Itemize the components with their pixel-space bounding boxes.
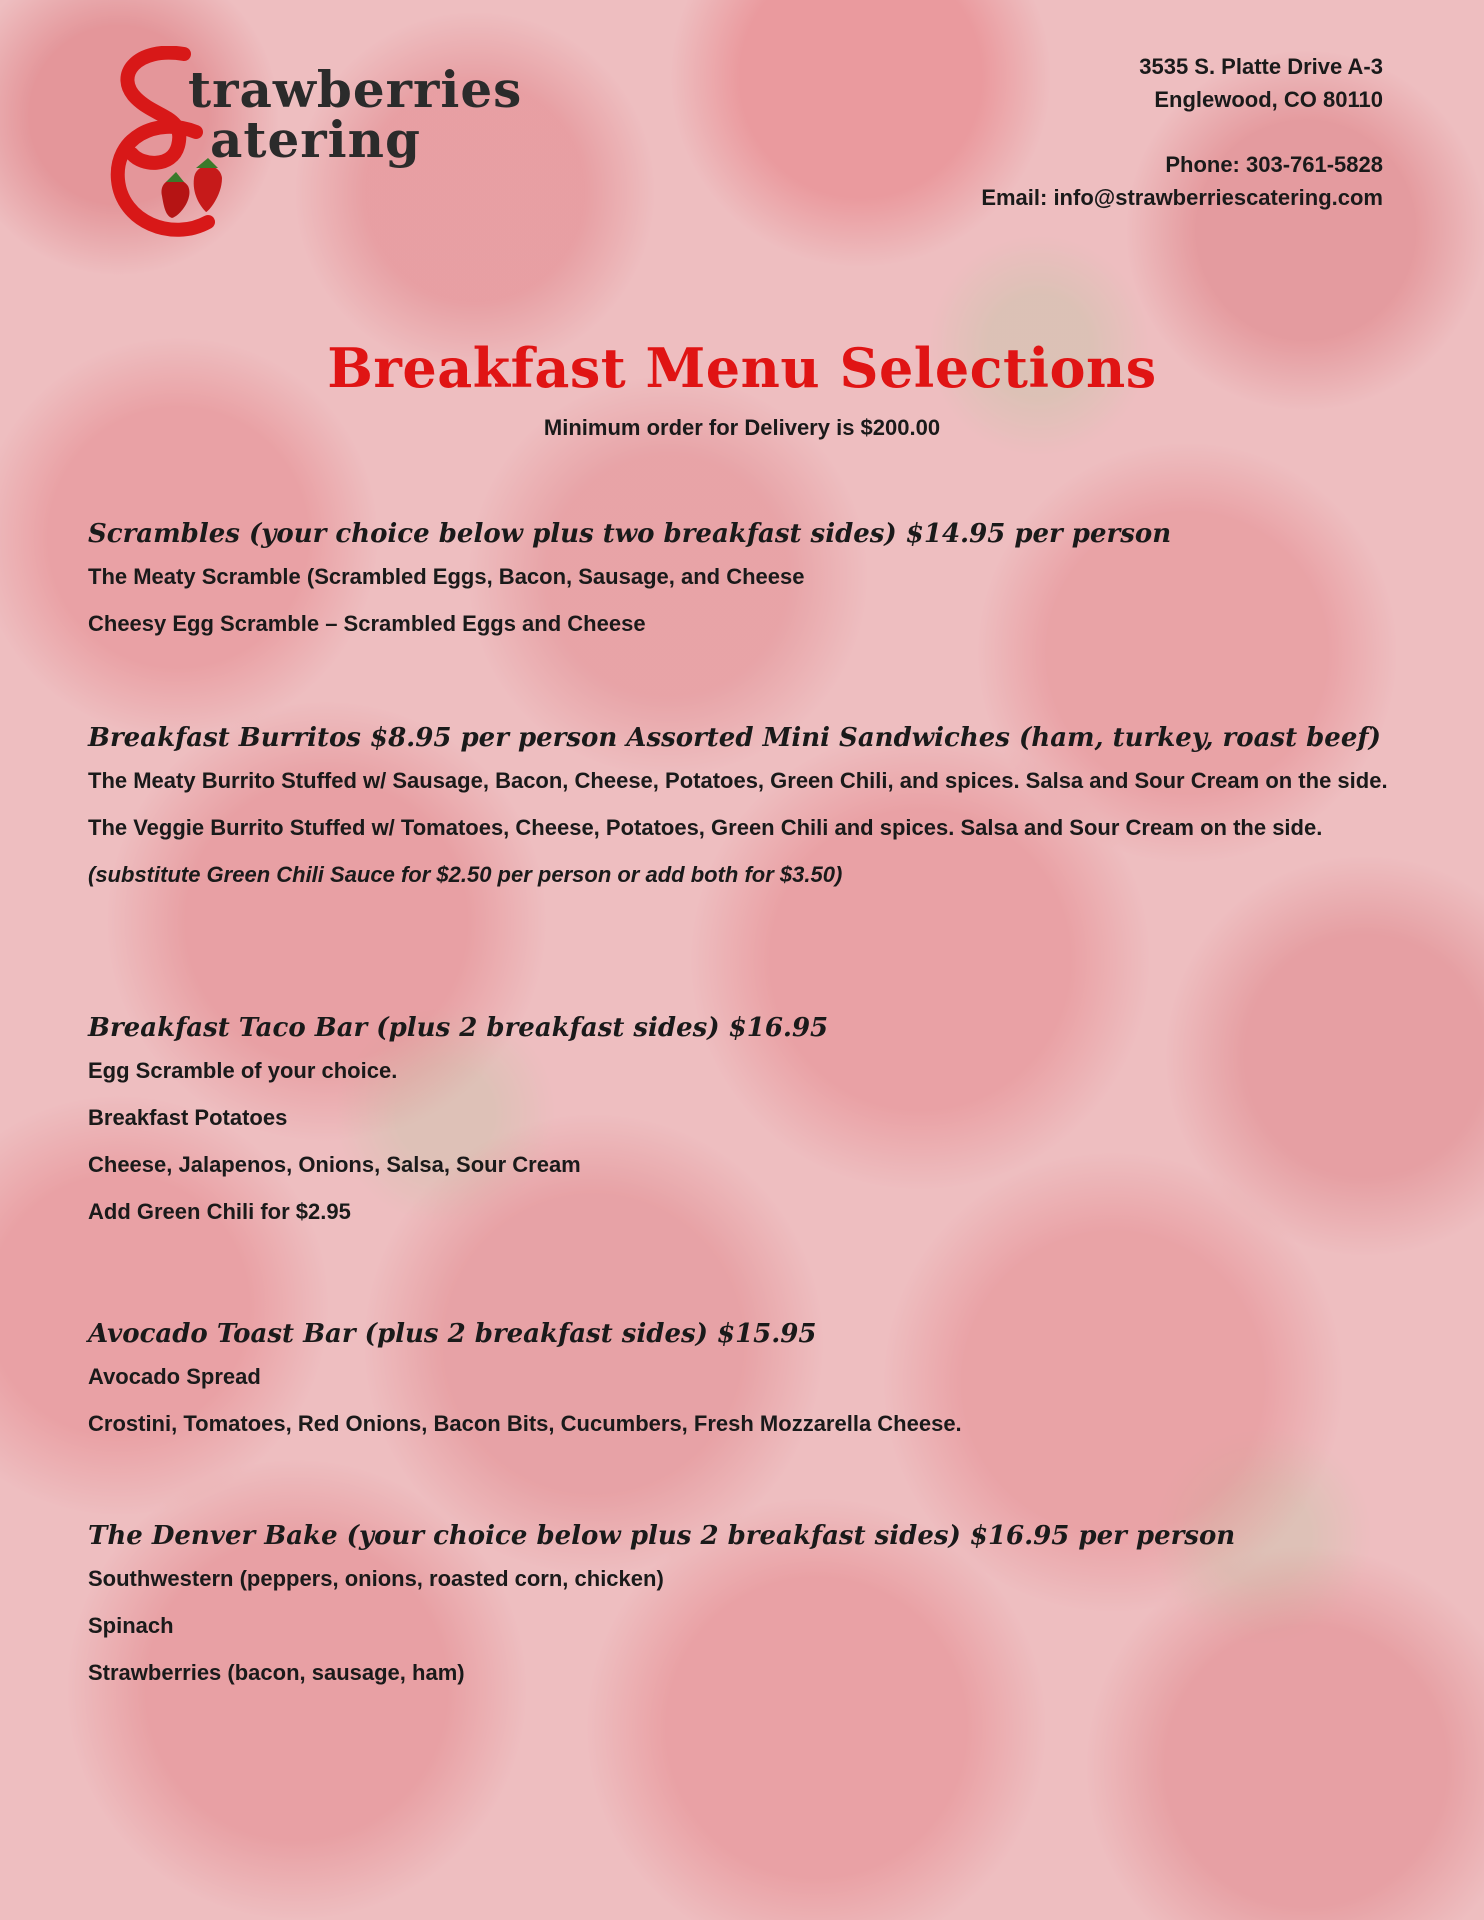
section-taco-bar	[88, 1010, 1426, 1230]
address-line2: Englewood, CO 80110	[1154, 87, 1383, 112]
menu-item: Spinach	[88, 1613, 174, 1638]
menu-item: Southwestern (peppers, onions, roasted corn, chicken)	[88, 1566, 664, 1591]
menu-item: Crostini, Tomatoes, Red Onions, Bacon Bits, Cucumbers, Fresh Mozzarella Cheese.	[88, 1411, 962, 1436]
menu-note: (substitute Green Chili Sauce for $2.50 per person or add both for $3.50)	[88, 862, 843, 887]
menu-item: Cheesy Egg Scramble – Scrambled Eggs and Cheese	[88, 611, 646, 636]
menu-item: The Veggie Burrito Stuffed w/ Tomatoes, Cheese, Potatoes, Green Chili and spices. Salsa and Sour Cream on the side.	[88, 815, 1323, 840]
menu-item: Breakfast Potatoes	[88, 1105, 288, 1130]
menu-item: The Meaty Burrito Stuffed w/ Sausage, Bacon, Cheese, Potatoes, Green Chili, and spices. Salsa and Sour Cream on the side.	[88, 768, 1388, 793]
address-line1: 3535 S. Platte Drive A-3	[1139, 54, 1383, 79]
section-heading: Breakfast Taco Bar (plus 2 breakfast sides) $16.95	[88, 1013, 829, 1043]
page-subtitle: Minimum order for Delivery is $200.00	[543, 415, 941, 440]
menu-item: Add Green Chili for $2.95	[88, 1199, 351, 1224]
menu-item: Cheese, Jalapenos, Onions, Salsa, Sour Cream	[88, 1152, 581, 1177]
menu-item: Avocado Spread	[88, 1364, 261, 1389]
contact-block	[981, 50, 1383, 214]
section-heading: Avocado Toast Bar (plus 2 breakfast sides) $15.95	[88, 1319, 817, 1349]
logo-line2: atering	[210, 110, 421, 169]
menu-item: The Meaty Scramble (Scrambled Eggs, Bacon, Sausage, and Cheese	[88, 564, 805, 589]
logo-line1: trawberries	[188, 60, 523, 119]
logo	[96, 46, 523, 246]
section-avocado-toast	[88, 1316, 1426, 1442]
section-denver-bake	[88, 1518, 1426, 1691]
section-heading: Breakfast Burritos $8.95 per person Assorted Mini Sandwiches (ham, turkey, roast beef)	[88, 723, 1381, 753]
phone: Phone: 303-761-5828	[1165, 152, 1383, 177]
email[interactable]: Email: info@strawberriescatering.com	[981, 185, 1383, 210]
page-title: Breakfast Menu Selections	[327, 336, 1157, 400]
menu-item: Strawberries (bacon, sausage, ham)	[88, 1660, 465, 1685]
section-heading: Scrambles (your choice below plus two breakfast sides) $14.95 per person	[88, 519, 1172, 549]
menu-item: Egg Scramble of your choice.	[88, 1058, 398, 1083]
section-heading: The Denver Bake (your choice below plus 2 breakfast sides) $16.95 per person	[88, 1521, 1236, 1551]
section-burritos	[88, 720, 1426, 893]
section-scrambles	[88, 516, 1426, 642]
